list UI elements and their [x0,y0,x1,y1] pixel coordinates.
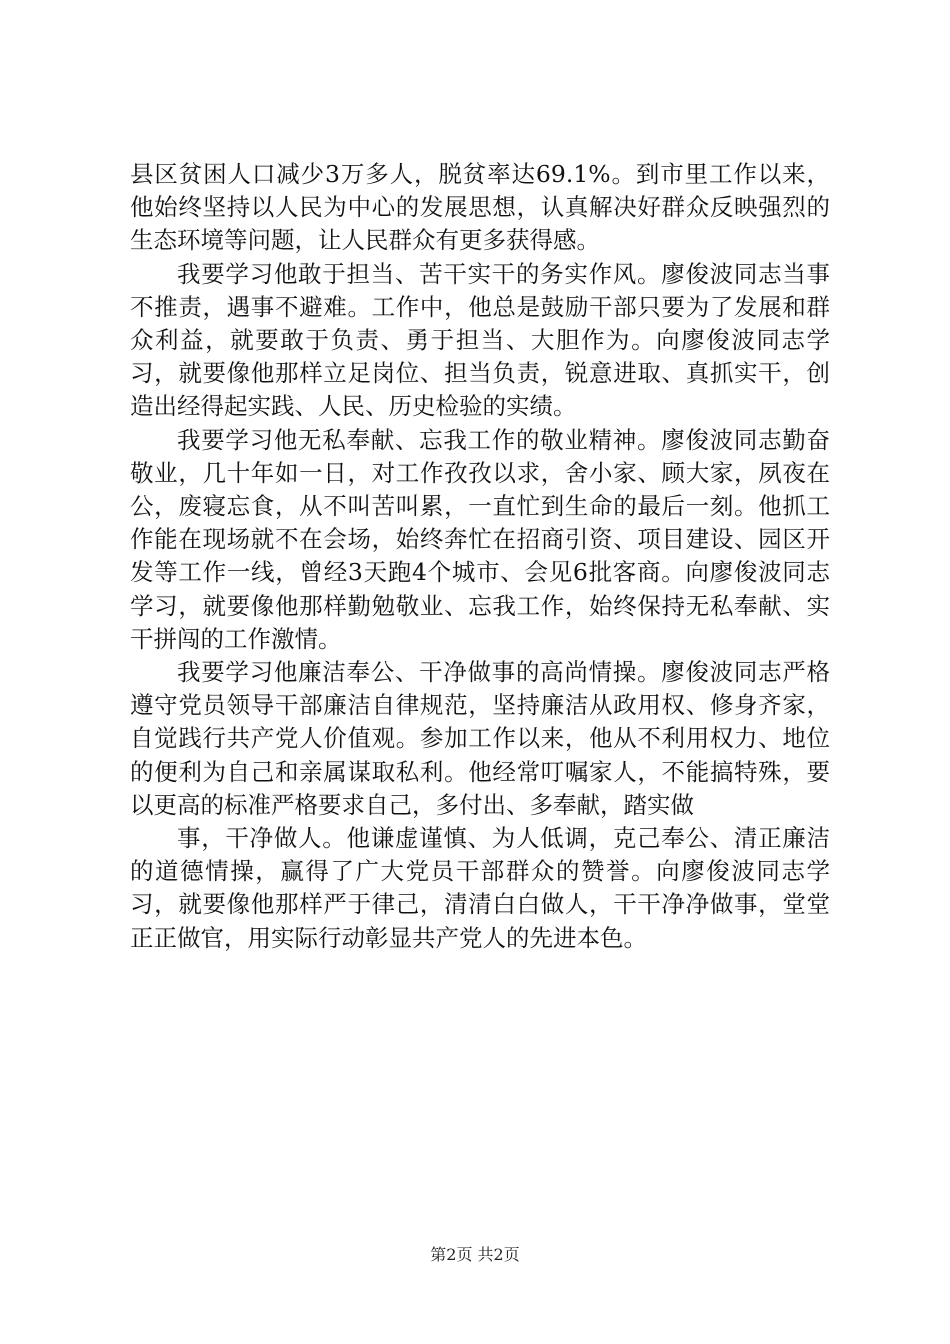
document-body [130,158,830,955]
paragraph-1: 县区贫困人口减少3万多人，脱贫率达69.1%。到市里工作以来，他始终坚持以人民为中心的发展思想，认真解决好群众反映强烈的生态环境等问题，让人民群众有更多获得感。 [130,160,830,255]
page-number-label: 第2页 共2页 [430,1245,520,1264]
paragraph-3: 我要学习他无私奉献、忘我工作的敬业精神。廖俊波同志勤奋敬业，几十年如一日，对工作孜孜以求，舍小家、顾大家，夙夜在公，废寝忘食，从不叫苦叫累，一直忙到生命的最后一刻。他抓工作能在现场就不在会场，始终奔忙在招商引资、项目建设、园区开发等工作一线，曾经3天跑4个城市、会见6批客商。向廖俊波同志学习，就要像他那样勤勉敬业、忘我工作，始终保持无私奉献、实干拼闯的工作激情。 [130,425,830,653]
paragraph-2: 我要学习他敢于担当、苦干实干的务实作风。廖俊波同志当事不推责，遇事不避难。工作中，他总是鼓励干部只要为了发展和群众利益，就要敢于负责、勇于担当、大胆作为。向廖俊波同志学习，就要像他那样立足岗位、担当负责，锐意进取、真抓实干，创造出经得起实践、人民、历史检验的实绩。 [130,259,830,421]
paragraph-5: 事，干净做人。他谦虚谨慎、为人低调，克己奉公、清正廉洁的道德情操，赢得了广大党员干部群众的赞誉。向廖俊波同志学习，就要像他那样严于律己，清清白白做人，干干净净做事，堂堂正正做官，用实际行动彰显共产党人的先进本色。 [130,824,830,952]
page-footer [0,1245,950,1265]
paragraph-4: 我要学习他廉洁奉公、干净做事的高尚情操。廖俊波同志严格遵守党员领导干部廉洁自律规范，坚持廉洁从政用权、修身齐家，自觉践行共产党人价值观。参加工作以来，他从不利用权力、地位的便利为自己和亲属谋取私利。他经常叮嘱家人，不能搞特殊，要以更高的标准严格要求自己，多付出、多奉献，踏实做 [130,658,830,819]
